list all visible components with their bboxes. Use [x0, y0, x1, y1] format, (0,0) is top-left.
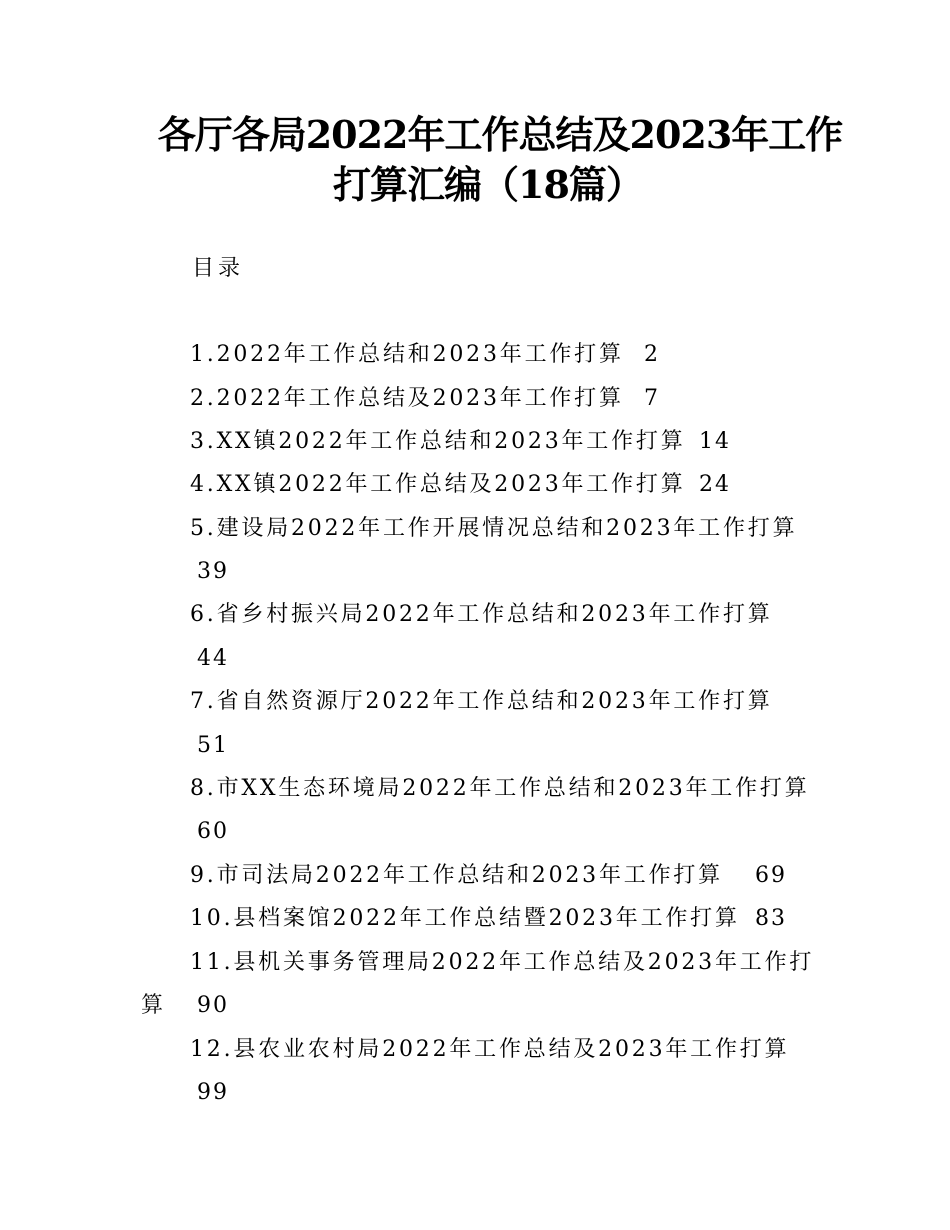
toc-entry-12-page: 99 [197, 1080, 229, 1105]
toc-entry-9-title[interactable]: 9.市司法局2022年工作总结和2023年工作打算 [190, 863, 723, 888]
toc-entry-1-title[interactable]: 1.2022年工作总结和2023年工作打算 [190, 342, 624, 367]
toc-entry-11-page: 90 [197, 993, 229, 1018]
toc-entry-7-title[interactable]: 7.省自然资源厅2022年工作总结和2023年工作打算 [190, 689, 773, 714]
toc-entry-10-title[interactable]: 10.县档案馆2022年工作总结暨2023年工作打算 [190, 906, 740, 931]
toc-entry-6-page: 44 [197, 646, 229, 671]
toc-entry-3-title[interactable]: 3.XX镇2022年工作总结和2023年工作打算 [190, 429, 686, 454]
document-title-line-2: 打算汇编（18篇） [333, 162, 643, 207]
toc-entry-1-page: 2 [644, 342, 660, 367]
toc-entry-4-title[interactable]: 4.XX镇2022年工作总结及2023年工作打算 [190, 472, 686, 497]
toc-entry-8-page: 60 [197, 819, 229, 844]
toc-entry-4-page: 24 [699, 472, 731, 497]
toc-entry-3-page: 14 [699, 429, 731, 454]
toc-entry-11-title[interactable]: 11.县机关事务管理局2022年工作总结及2023年工作打 [190, 950, 815, 975]
document-title-line-1: 各厅各局2022年工作总结及2023年工作 [157, 112, 843, 157]
toc-entry-8-title[interactable]: 8.市XX生态环境局2022年工作总结和2023年工作打算 [190, 776, 810, 801]
toc-entry-5-page: 39 [197, 559, 229, 584]
toc-entry-12-title[interactable]: 12.县农业农村局2022年工作总结及2023年工作打算 [190, 1037, 790, 1062]
toc-entry-9-page: 69 [755, 863, 787, 888]
toc-entry-5-title[interactable]: 5.建设局2022年工作开展情况总结和2023年工作打算 [190, 516, 798, 541]
toc-entry-6-title[interactable]: 6.省乡村振兴局2022年工作总结和2023年工作打算 [190, 602, 773, 627]
toc-heading: 目录 [192, 256, 245, 281]
toc-entry-10-page: 83 [755, 906, 787, 931]
toc-entry-7-page: 51 [197, 733, 229, 758]
toc-entry-2-title[interactable]: 2.2022年工作总结及2023年工作打算 [190, 386, 624, 411]
toc-entry-11-title-continued[interactable]: 算 [141, 993, 166, 1018]
toc-entry-2-page: 7 [644, 386, 660, 411]
